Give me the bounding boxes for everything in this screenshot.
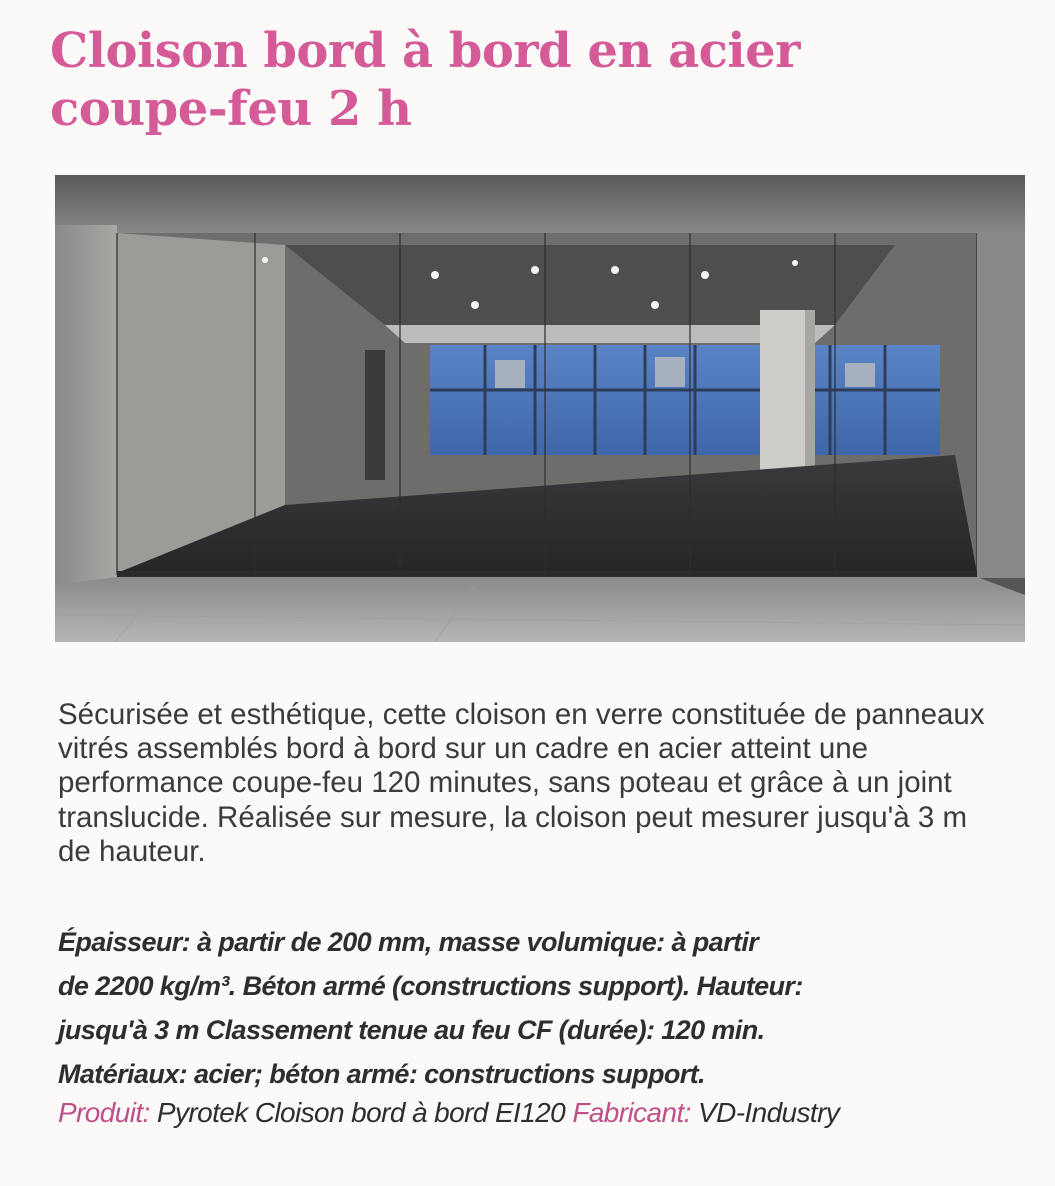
product-value: Pyrotek Cloison bord à bord EI120 <box>156 1097 566 1128</box>
title-line-1: Cloison bord à bord en acier <box>50 23 800 79</box>
article-title <box>50 22 1010 138</box>
product-label: Produit: <box>58 1097 150 1128</box>
article-body: Sécurisée et esthétique, cette cloison en verre constituée de panneaux vitrés assemblés bord à bord sur un cadre en acier atteint une performance coupe-feu 120 minutes, sans poteau et grâce à un joint translucide. Réalisée sur mesure, la cloison peut mesurer jusqu'à 3 m de hauteur. <box>58 698 985 868</box>
glass-partition-photo <box>55 175 1025 642</box>
spec-line-3: jusqu'à 3 m Classement tenue au feu CF (durée): 120 min. <box>58 1015 765 1045</box>
spec-line-4: Matériaux: acier; béton armé: constructions support. <box>58 1059 705 1089</box>
maker-label: Fabricant: <box>572 1097 691 1128</box>
title-line-2: coupe-feu 2 h <box>50 81 412 137</box>
spec-line-1: Épaisseur: à partir de 200 mm, masse volumique: à partir <box>58 927 759 957</box>
spec-line-2: de 2200 kg/m³. Béton armé (constructions support). Hauteur: <box>58 971 803 1001</box>
maker-value: VD-Industry <box>698 1097 840 1128</box>
technical-specs <box>58 920 1008 1096</box>
product-line <box>58 1093 1018 1133</box>
